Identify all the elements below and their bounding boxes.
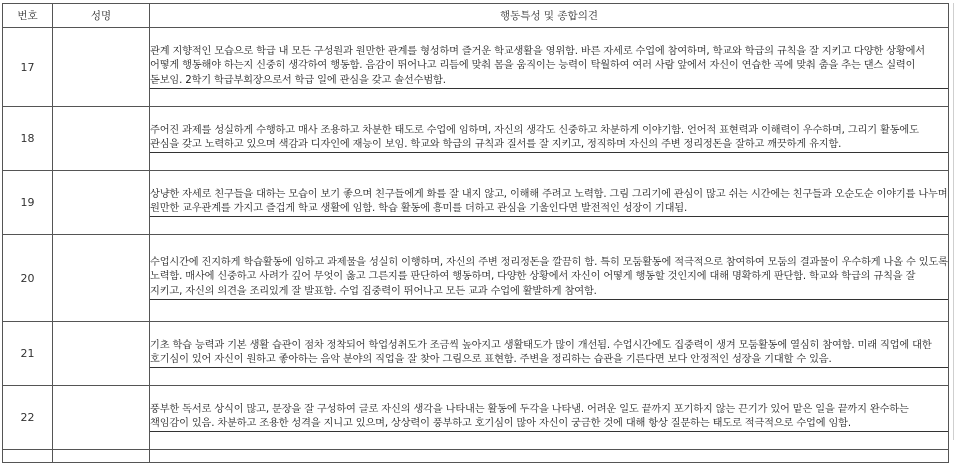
page-edge-divider [953, 3, 954, 440]
row-name-cell[interactable] [53, 322, 150, 386]
row-opinion-text: 관계 지향적인 모습으로 학급 내 모든 구성원과 원만한 관계를 형성하며 즐거운 학교생활을 영위함. 바른 자세로 수업에 참여하며, 학교와 학급의 규칙을 잘 지키고 다양한 상황에서 어떻게 행동해야 하는지 신중히 생각하여 행동함. 음감이 뛰어나고 리듬에 맞춰 몸을 움직이는 능력이 탁월하여 여러 사람 앞에서 자신이 연습한 곡에 맞춰 춤을 추는 댄스 실력이 돋보임. 2학기 학급부회장으로서 학급 일에 관심을 갖고 솔선수범함. [150, 45, 948, 89]
row-opinion-cell[interactable] [150, 171, 949, 235]
header-opinion: 행동특성 및 종합의견 [150, 4, 949, 28]
row-number: 22 [3, 386, 53, 450]
row-number: 19 [3, 171, 53, 235]
table-row-empty [3, 450, 949, 463]
row-name-cell-empty[interactable] [53, 450, 150, 463]
row-opinion-text: 상냥한 자세로 친구들을 대하는 모습이 보기 좋으며 친구들에게 화를 잘 내지 않고, 이해해 주려고 노력함. 그림 그리기에 관심이 많고 쉬는 시간에는 친구들과 오순도순 이야기를 나누며 원만한 교우관계를 가지고 즐겁게 학교 생활에 임함. 학습 활동에 흥미를 더하고 관심을 기울인다면 발전적인 성장이 기대됨. [150, 188, 948, 217]
row-number: 18 [3, 107, 53, 171]
row-name-cell[interactable] [53, 171, 150, 235]
row-opinion-cell[interactable] [150, 235, 949, 322]
table-header-row [3, 4, 949, 28]
behavior-record-table [2, 3, 949, 463]
row-opinion-text: 풍부한 독서로 상식이 많고, 문장을 잘 구성하여 글로 자신의 생각을 나타내는 활동에 두각을 나타냄. 어려운 일도 끝까지 포기하지 않는 끈기가 있어 맡은 일을 끝까지 완수하는 책임감이 있음. 차분하고 조용한 성격을 지니고 있으며, 상상력이 풍부하고 호기심이 많아 자신이 궁금한 것에 대해 항상 질문하는 태도로 적극적으로 수업에 임함. [150, 403, 948, 432]
header-name: 성명 [53, 4, 150, 28]
row-opinion-text: 주어진 과제를 성실하게 수행하고 매사 조용하고 차분한 태도로 수업에 임하며, 자신의 생각도 신중하고 차분하게 이야기함. 언어적 표현력과 이해력이 우수하며, 그리기 활동에도 관심을 갖고 노력하고 있으며 색감과 디자인에 재능이 보임. 학교와 학급의 규칙과 질서를 잘 지키고, 정직하며 자신의 주변 정리정돈을 잘하고 깨끗하게 유지함. [150, 124, 948, 153]
row-name-cell[interactable] [53, 235, 150, 322]
row-number: 20 [3, 235, 53, 322]
header-number: 번호 [3, 4, 53, 28]
row-name-cell[interactable] [53, 28, 150, 107]
table-row [3, 171, 949, 235]
table-row [3, 235, 949, 322]
row-opinion-cell-empty[interactable] [150, 450, 949, 463]
row-opinion-cell[interactable] [150, 322, 949, 386]
row-number-empty [3, 450, 53, 463]
row-opinion-cell[interactable] [150, 107, 949, 171]
row-number: 17 [3, 28, 53, 107]
row-opinion-cell[interactable] [150, 28, 949, 107]
table-row [3, 107, 949, 171]
table-row [3, 28, 949, 107]
row-opinion-text: 기초 학습 능력과 기본 생활 습관이 점차 정착되어 학업성취도가 조금씩 높아지고 생활태도가 많이 개선됨. 수업시간에도 집중력이 생겨 모둠활동에 열심히 참여함. 미래 직업에 대한 호기심이 있어 자신이 원하고 좋아하는 음악 분야의 직업을 잘 찾아 그림으로 표현함. 주변을 정리하는 습관을 기른다면 보다 안정적인 성장을 기대할 수 있음. [150, 339, 948, 368]
row-name-cell[interactable] [53, 107, 150, 171]
table-row [3, 322, 949, 386]
row-opinion-text: 수업시간에 진지하게 학습활동에 임하고 과제물을 성실히 이행하며, 자신의 주변 정리정돈을 깔끔히 함. 특히 모둠활동에 적극적으로 참여하여 모둠의 결과물이 우수하게 나올 수 있도록 노력함. 매사에 신중하고 사려가 깊어 무엇이 옳고 그른지를 판단하여 행동하며, 다양한 상황에서 자신이 어떻게 행동할 것인지에 대해 명확하게 판단함. 학교와 학급의 규칙을 잘 지키고, 자신의 의견을 조리있게 잘 발표함. 수업 집중력이 뛰어나고 모든 교과 수업에 활발하게 참여함. [150, 256, 948, 300]
row-number: 21 [3, 322, 53, 386]
